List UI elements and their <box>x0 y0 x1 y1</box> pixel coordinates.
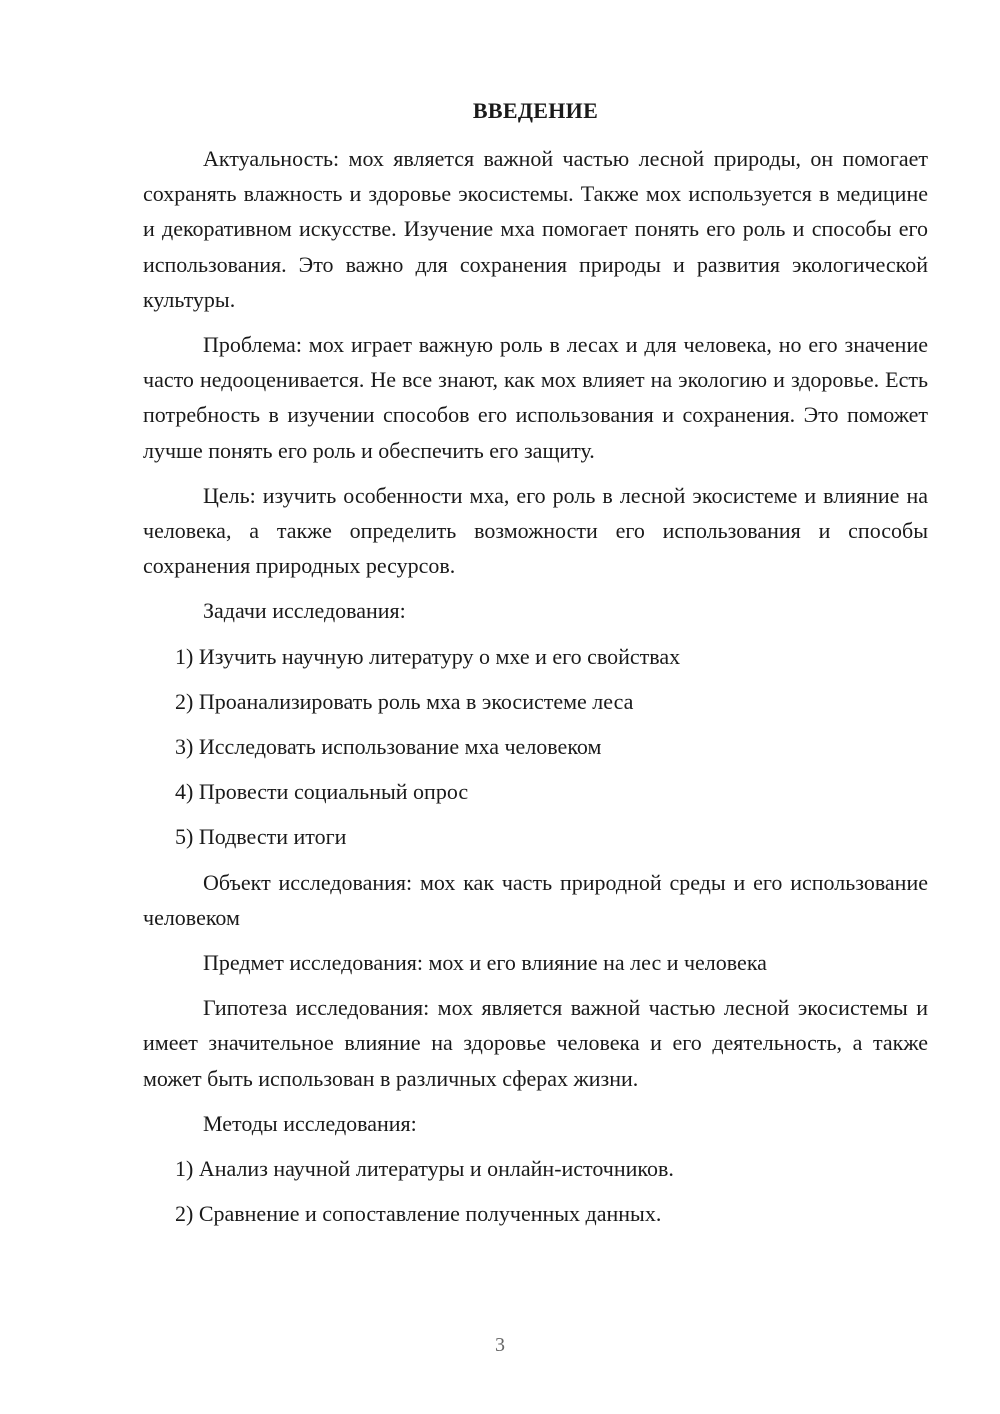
relevance-paragraph: Актуальность: мох является важной частью лесной природы, он помогает сохранять влажность и здоровье экосистемы. Также мох используется в медицине и декоративном искусстве. Изучение мха помогает понять его роль и способы его использования. Это важно для сохранения природы и развития экологической культуры. <box>143 146 928 312</box>
hypothesis-paragraph: Гипотеза исследования: мох является важной частью лесной экосистемы и имеет значительное влияние на здоровье человека и его деятельность, а также может быть использован в различных сферах жизни. <box>143 995 928 1091</box>
goal-paragraph: Цель: изучить особенности мха, его роль в лесной экосистеме и влияние на человека, а также определить возможности его использования и способы сохранения природных ресурсов. <box>143 482 928 579</box>
tasks-label: Задачи исследования: <box>203 598 406 624</box>
list-item: 1) Изучить научную литературу о мхе и его свойствах <box>175 643 681 669</box>
problem-paragraph: Проблема: мох играет важную роль в лесах и для человека, но его значение часто недооценивается. Не все знают, как мох влияет на экологию и здоровье. Есть потребность в изучении способов его использования и сохранения. Это поможет лучше понять его роль и обеспечить его защиту. <box>143 332 928 463</box>
page-number: 3 <box>495 1334 505 1356</box>
tasks-list <box>143 639 928 855</box>
list-item: 1) Анализ научной литературы и онлайн-источников. <box>175 1156 674 1182</box>
methods-list <box>143 1151 928 1231</box>
page-title: ВВЕДЕНИЕ <box>472 98 599 123</box>
object-paragraph: Объект исследования: мох как часть природной среды и его использование человеком <box>143 869 928 930</box>
list-item: 2) Сравнение и сопоставление полученных данных. <box>175 1201 662 1227</box>
list-item: 3) Исследовать использование мха человеком <box>175 734 602 760</box>
list-item: 4) Провести социальный опрос <box>175 779 469 805</box>
page-content <box>143 95 928 1241</box>
list-item: 5) Подвести итоги <box>175 824 347 850</box>
methods-label: Методы исследования: <box>203 1110 417 1136</box>
subject-paragraph: Предмет исследования: мох и его влияние на лес и человека <box>203 950 767 976</box>
list-item: 2) Проанализировать роль мха в экосистеме леса <box>175 688 634 714</box>
